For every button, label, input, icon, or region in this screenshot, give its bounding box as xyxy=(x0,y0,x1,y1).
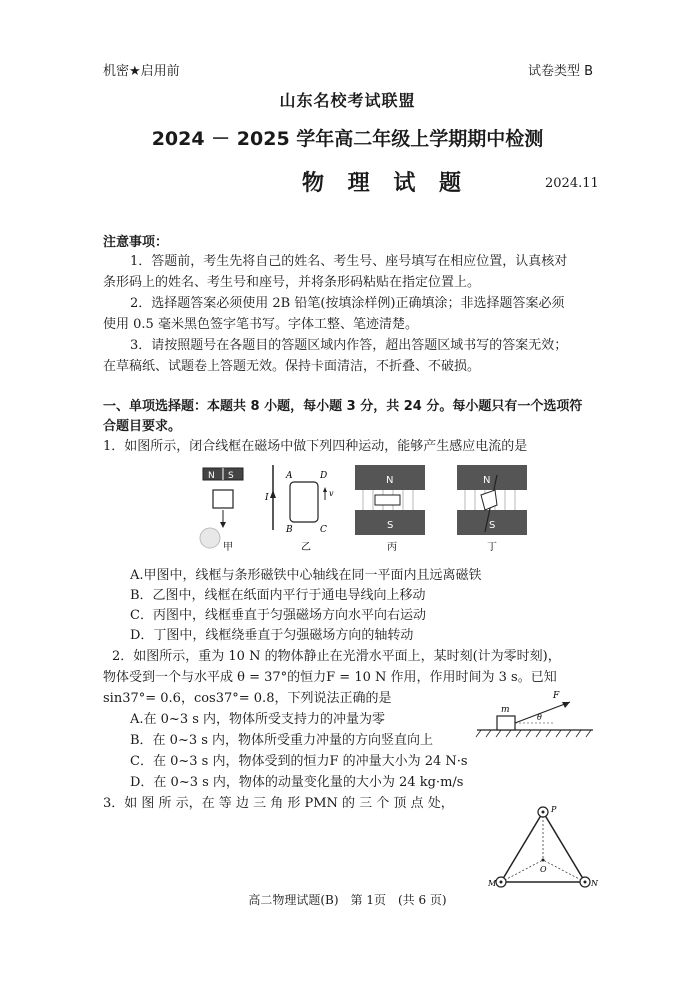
section-heading-cont: 合题目要求。 xyxy=(103,419,182,434)
corner-c: C xyxy=(320,525,327,535)
question-2-option-b: B．在 0~3 s 内，物体所受重力冲量的方向竖直向上 xyxy=(130,733,434,748)
exam-date: 2024.11 xyxy=(545,176,599,191)
wire-loop xyxy=(213,490,233,508)
figure-ding xyxy=(457,465,527,553)
notice-line: 条形码上的姓名、考生号和座号，并将条形码粘贴在指定位置上。 xyxy=(103,275,481,290)
figure-label-bing: 丙 xyxy=(387,542,397,553)
velocity-label: v xyxy=(329,489,334,498)
question-2-option-a: A.在 0~3 s 内，物体所受支持力的冲量为零 xyxy=(130,712,386,727)
notice-line: 3．请按照题号在各题目的答题区域内作答，超出答题区域书写的答案无效； xyxy=(130,338,568,353)
angle-label: θ xyxy=(537,713,542,722)
magnet-n-label: N xyxy=(208,471,215,481)
question-3-figure xyxy=(483,800,603,895)
figure-label-yi: 乙 xyxy=(301,542,311,553)
paper-type-label: 试卷类型 B xyxy=(528,64,594,79)
notice-line: 2．选择题答案必须使用 2B 铅笔(按填涂样例)正确填涂；非选择题答案必须 xyxy=(130,296,565,311)
confidential-label: 机密★启用前 xyxy=(103,64,180,79)
pole-n-label: N xyxy=(483,475,491,486)
question-3-stem: 3．如 图 所 示，在 等 边 三 角 形 PMN 的 三 个 顶 点 处， xyxy=(103,796,454,811)
block xyxy=(497,716,515,730)
figure-yi xyxy=(264,465,334,553)
exam-title: 2024 － 2025 学年高二年级上学期期中检测 xyxy=(151,128,544,150)
notice-line: 1．答题前，考生先将自己的姓名、考生号、座号填写在相应位置，认真核对 xyxy=(130,254,568,269)
question-1-figure xyxy=(195,460,540,555)
rect-loop xyxy=(290,482,318,522)
notice-line: 在草稿纸、试题卷上答题无效。保持卡面清洁，不折叠、不破损。 xyxy=(103,359,481,374)
question-2-stem-cont: sin37°= 0.6，cos37°= 0.8，下列说法正确的是 xyxy=(103,691,392,706)
org-title: 山东名校考试联盟 xyxy=(279,91,416,110)
notice-heading: 注意事项： xyxy=(103,235,169,250)
notice-line: 使用 0.5 毫米黑色签字笔书写。字体工整、笔迹清楚。 xyxy=(103,317,418,332)
pole-s-label: S xyxy=(387,520,394,531)
figure-bing xyxy=(355,465,425,553)
corner-b: B xyxy=(286,525,293,535)
subject-title: 物 理 试 题 xyxy=(302,171,469,196)
question-2-stem-cont: 物体受到一个与水平成 θ = 37°的恒力F = 10 N 作用，作用时间为 3 s。已知 xyxy=(103,670,557,685)
page-footer: 高二物理试题(B) 第 1页 (共 6 页) xyxy=(248,893,447,907)
watermark-seal xyxy=(200,528,220,548)
question-1-option-a: A.甲图中，线框与条形磁铁中心轴线在同一平面内且远离磁铁 xyxy=(130,568,482,583)
question-2-figure xyxy=(475,690,595,745)
force-label: F xyxy=(553,691,560,701)
question-2-option-c: C．在 0~3 s 内，物体受到的恒力F 的冲量大小为 24 N·s xyxy=(130,754,468,769)
question-1-option-d: D．丁图中，线框绕垂直于匀强磁场方向的轴转动 xyxy=(130,628,414,643)
question-1-option-b: B．乙图中，线框在纸面内平行于通电导线向上移动 xyxy=(130,588,426,603)
mass-label: m xyxy=(501,705,510,715)
label-n: N xyxy=(591,879,598,888)
magnet-s-label: S xyxy=(228,471,234,481)
pole-n xyxy=(457,465,527,490)
question-1-option-c: C．丙图中，线框垂直于匀强磁场方向水平向右运动 xyxy=(130,608,426,623)
corner-a: A xyxy=(286,471,293,481)
question-2-option-d: D．在 0~3 s 内，物体的动量变化量的大小为 24 kg·m/s xyxy=(130,775,464,790)
loop-bing xyxy=(375,495,400,505)
figure-label-jia: 甲 xyxy=(223,542,233,553)
section-heading: 一、单项选择题：本题共 8 小题，每小题 3 分，共 24 分。每小题只有一个选项符 xyxy=(103,399,583,414)
label-m: M xyxy=(488,879,497,888)
current-label: I xyxy=(265,493,269,503)
label-p: P xyxy=(551,805,557,814)
center-o xyxy=(542,859,545,862)
pole-s-label: S xyxy=(489,520,496,531)
figure-jia xyxy=(200,468,243,553)
question-2-stem: 2．如图所示，重为 10 N 的物体静止在光滑水平面上，某时刻(计为零时刻)， xyxy=(112,649,561,664)
loop-ding xyxy=(481,490,497,510)
pole-n-label: N xyxy=(386,475,394,486)
label-o: O xyxy=(540,865,547,874)
corner-d: D xyxy=(320,471,328,481)
figure-label-ding: 丁 xyxy=(487,542,497,553)
force-vector xyxy=(515,702,570,723)
question-1-stem: 1．如图所示，闭合线框在磁场中做下列四种运动，能够产生感应电流的是 xyxy=(103,439,528,454)
